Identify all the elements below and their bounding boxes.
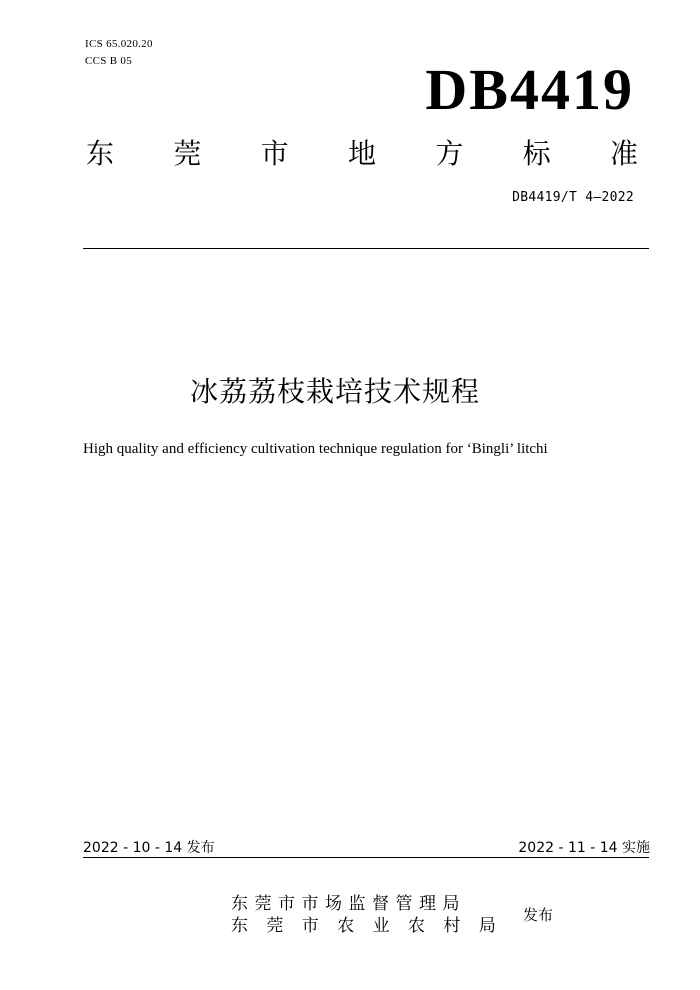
footer-divider <box>83 857 649 858</box>
ccs-code: CCS B 05 <box>85 55 133 67</box>
document-title-english: High quality and efficiency cultivation technique regulation for ‘Bingli’ litchi <box>83 441 548 457</box>
standard-type-heading <box>86 134 638 174</box>
standard-type-char: 标 <box>522 137 551 170</box>
standard-type-char: 市 <box>260 137 289 170</box>
standard-type-char: 东 <box>86 137 115 170</box>
issuer-line-1: 东莞市市场监督管理局 <box>231 894 466 914</box>
issuing-authorities <box>231 893 502 937</box>
issue-date: 2022 - 10 - 14 发布 <box>83 840 215 856</box>
standard-type-char: 准 <box>609 137 638 170</box>
header-divider <box>83 248 649 249</box>
standard-type-char: 地 <box>347 137 376 170</box>
implementation-date: 2022 - 11 - 14 实施 <box>518 840 650 856</box>
standard-logo: DB4419 <box>425 57 634 122</box>
standard-type-char: 莞 <box>173 137 202 170</box>
document-title-chinese: 冰荔荔枝栽培技术规程 <box>189 375 480 408</box>
standard-number: DB4419/T 4—2022 <box>512 190 634 205</box>
standard-type-char: 方 <box>435 137 464 170</box>
ics-code: ICS 65.020.20 <box>85 38 153 50</box>
issue-label: 发布 <box>523 906 554 924</box>
issuer-line-2: 东 莞 市 农 业 农 村 局 <box>231 916 503 936</box>
